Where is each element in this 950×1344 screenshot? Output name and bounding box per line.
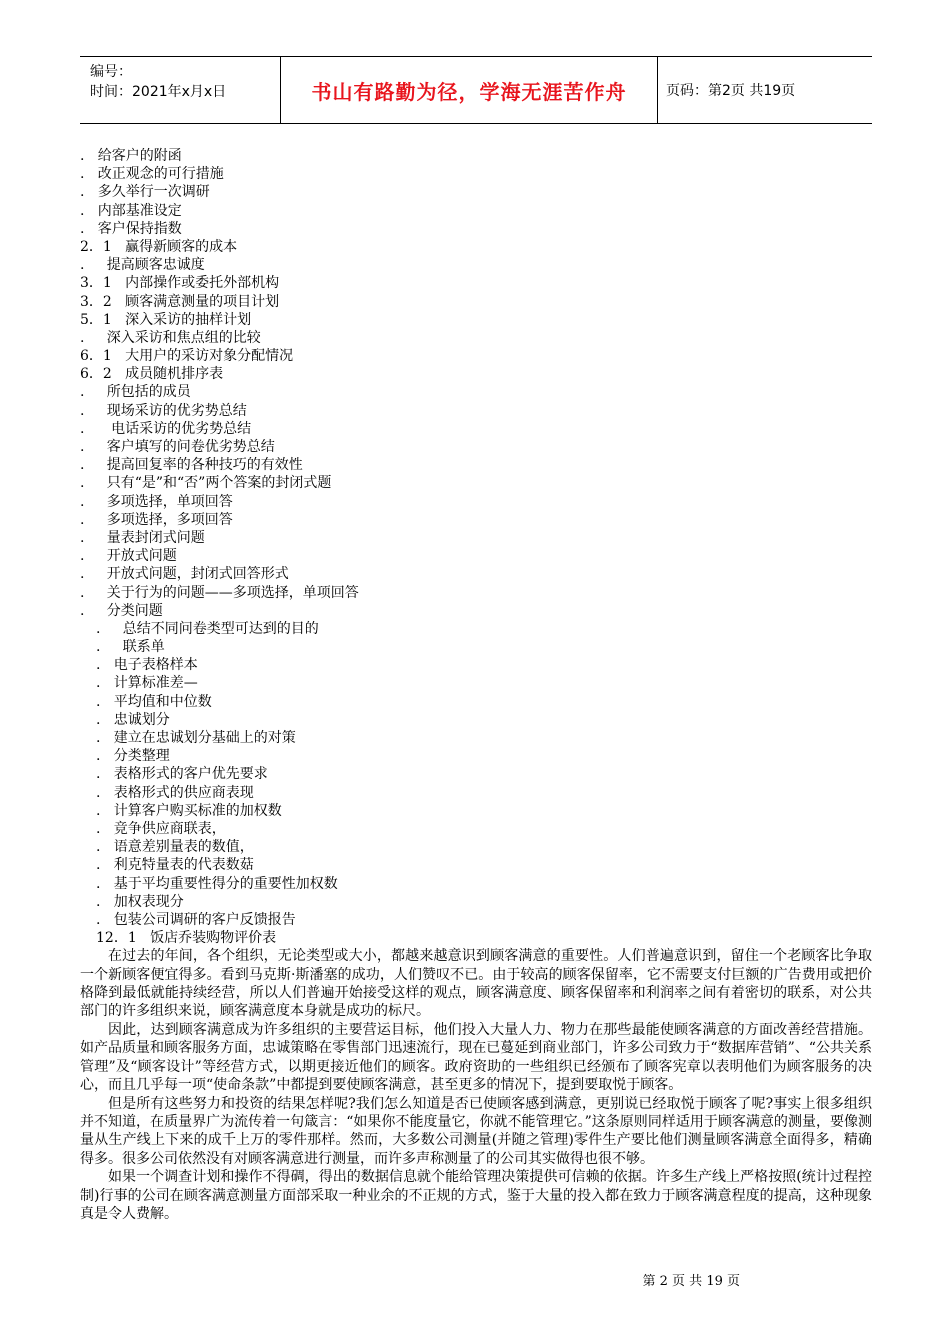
toc-item: . 计算标准差—	[96, 675, 198, 692]
toc-item: . 平均值和中位数	[96, 693, 212, 710]
toc-item: . 总结不同问卷类型可达到的目的	[96, 620, 319, 637]
toc-item: . 利克特量表的代表数菇	[96, 857, 254, 874]
toc-item: . 现场采访的优劣势总结	[80, 402, 247, 419]
toc-item: . 竞争供应商联表，	[96, 820, 226, 837]
toc-item: . 所包括的成员	[80, 384, 191, 401]
toc-item: 2．1 赢得新顾客的成本	[80, 238, 238, 255]
document-number-label: 编号：	[90, 64, 132, 80]
toc-item: . 开放式问题，封闭式回答形式	[80, 566, 289, 583]
document-time-label: 时间：2021年x月x日	[90, 84, 227, 100]
toc-item: . 多项选择，单项回答	[80, 493, 233, 510]
body-paragraph: 但是所有这些努力和投资的结果怎样呢?我们怎么知道是否已使顾客感到满意，更别说已经取悦于顾客了呢?事实上很多组织并不知道，在质量界广为流传着一句箴言：“如果你不能度量它，你就不能管理它。”这条原则同样适用于顾客满意的测量，要像测量从生产线上下来的成千上万的零件那样。然而，大多数公司测量(并随之管理)零件生产要比他们测量顾客满意全面得多，精确得多。很多公司依然没有对顾客满意进行测量，而许多声称测量了的公司其实做得也很不够。	[80, 1095, 872, 1167]
toc-item: . 量表封闭式问题	[80, 529, 205, 546]
toc-item: 3．1 内部操作或委托外部机构	[80, 275, 280, 292]
toc-item: . 电子表格样本	[96, 657, 198, 674]
toc-item: . 提高回复率的各种技巧的有效性	[80, 457, 303, 474]
toc-item: . 改正观念的可行措施	[80, 166, 224, 183]
toc-item: 6．2 成员随机排序表	[80, 366, 224, 383]
toc-item: . 提高顾客忠诚度	[80, 257, 205, 274]
toc-item: . 多久举行一次调研	[80, 184, 210, 201]
toc-item: . 电话采访的优劣势总结	[80, 420, 252, 437]
toc-item: . 计算客户购买标准的加权数	[96, 802, 282, 819]
toc-item: . 分类问题	[80, 602, 163, 619]
toc-item: 5．1 深入采访的抽样计划	[80, 311, 252, 328]
header-motto-cell	[280, 57, 658, 123]
toc-item: . 内部基准设定	[80, 202, 182, 219]
toc-item: . 只有“是”和“否”两个答案的封闭式题	[80, 475, 332, 492]
toc-item: . 多项选择，多项回答	[80, 511, 233, 528]
header-meta	[80, 57, 290, 128]
header-motto: 书山有路勤为径，学海无涯苦作舟	[311, 79, 627, 104]
body-paragraph: 在过去的年间，各个组织，无论类型或大小，都越来越意识到顾客满意的重要性。人们普遍意识到，留住一个老顾客比争取一个新顾客便宜得多。看到马克斯·斯潘塞的成功，人们赞叹不已。由于较高的顾客保留率，它不需要支付巨额的广告费用或把价格降到最低就能持续经营，所以人们普遍开始接受这样的观点，顾客满意度、顾客保留率和利润率之间有着密切的联系，对公共部门的许多组织来说，顾客满意度本身就是成功的标尺。	[80, 948, 872, 1020]
page-footer: 第 2 页 共 19 页	[642, 1274, 740, 1289]
body-paragraph: 如果一个调查计划和操作不得碉，得出的数据信息就个能给管理决策提供可信赖的依据。许多生产线上严格按照(统计过程控制)行事的公司在顾客满意测量方面部采取一种业余的不正规的方式，鉴于大量的投入都在致力于顾客满意程度的提高，这种现象真是令人费解。	[80, 1169, 872, 1222]
toc-item: . 分类整理	[96, 748, 170, 765]
toc-item: . 开放式问题	[80, 548, 177, 565]
document-body	[80, 147, 872, 1223]
header-page-info: 页码：第2页 共19页	[666, 83, 796, 99]
toc-item: . 深入采访和焦点组的比较	[80, 329, 261, 346]
toc-item: . 基于平均重要性得分的重要性加权数	[96, 875, 338, 892]
toc-item: . 给客户的附函	[80, 148, 182, 164]
toc-item: . 建立在忠诚划分基础上的对策	[96, 730, 296, 746]
toc-item: . 客户填写的问卷优劣势总结	[80, 439, 275, 455]
toc-item: 3．2 顾客满意测量的项目计划	[80, 293, 280, 310]
toc-item: . 语意差别量表的数值，	[96, 839, 254, 856]
toc-item: . 包装公司调研的客户反馈报告	[96, 911, 296, 928]
page-header	[80, 56, 872, 124]
toc-item: . 表格形式的客户优先要求	[96, 766, 268, 783]
toc-item: . 联系单	[96, 639, 165, 656]
toc-item: . 加权表现分	[96, 893, 184, 910]
toc-item: . 表格形式的供应商表现	[96, 784, 254, 801]
toc-item: 6．1 大用户的采访对象分配情况	[80, 348, 294, 365]
toc-item: . 忠诚划分	[96, 711, 170, 728]
toc-item: 12．1 饭店乔装购物评价表	[96, 930, 277, 947]
toc-list	[80, 147, 872, 947]
body-paragraphs	[80, 947, 872, 1223]
body-paragraph: 因此，达到顾客满意成为许多组织的主要营运目标，他们投入大量人力、物力在那些最能使顾客满意的方面改善经营措施。如产品质量和顾客服务方面，忠诚策略在零售部门迅速流行，现在已蔓延到商业部门，许多公司致力于“数据库营销”、“公共关系管理”及“顾客设计”等经营方式，以期更接近他们的顾客。政府资助的一些组织已经颁布了顾客宪章以表明他们为顾客服务的决心，而且几乎每一项“使命条款”中都提到要使顾客满意，甚至更多的情况下，提到要取悦于顾客。	[80, 1021, 872, 1094]
toc-item: . 客户保持指数	[80, 220, 182, 237]
toc-item: . 关于行为的问题——多项选择，单项回答	[80, 584, 359, 601]
